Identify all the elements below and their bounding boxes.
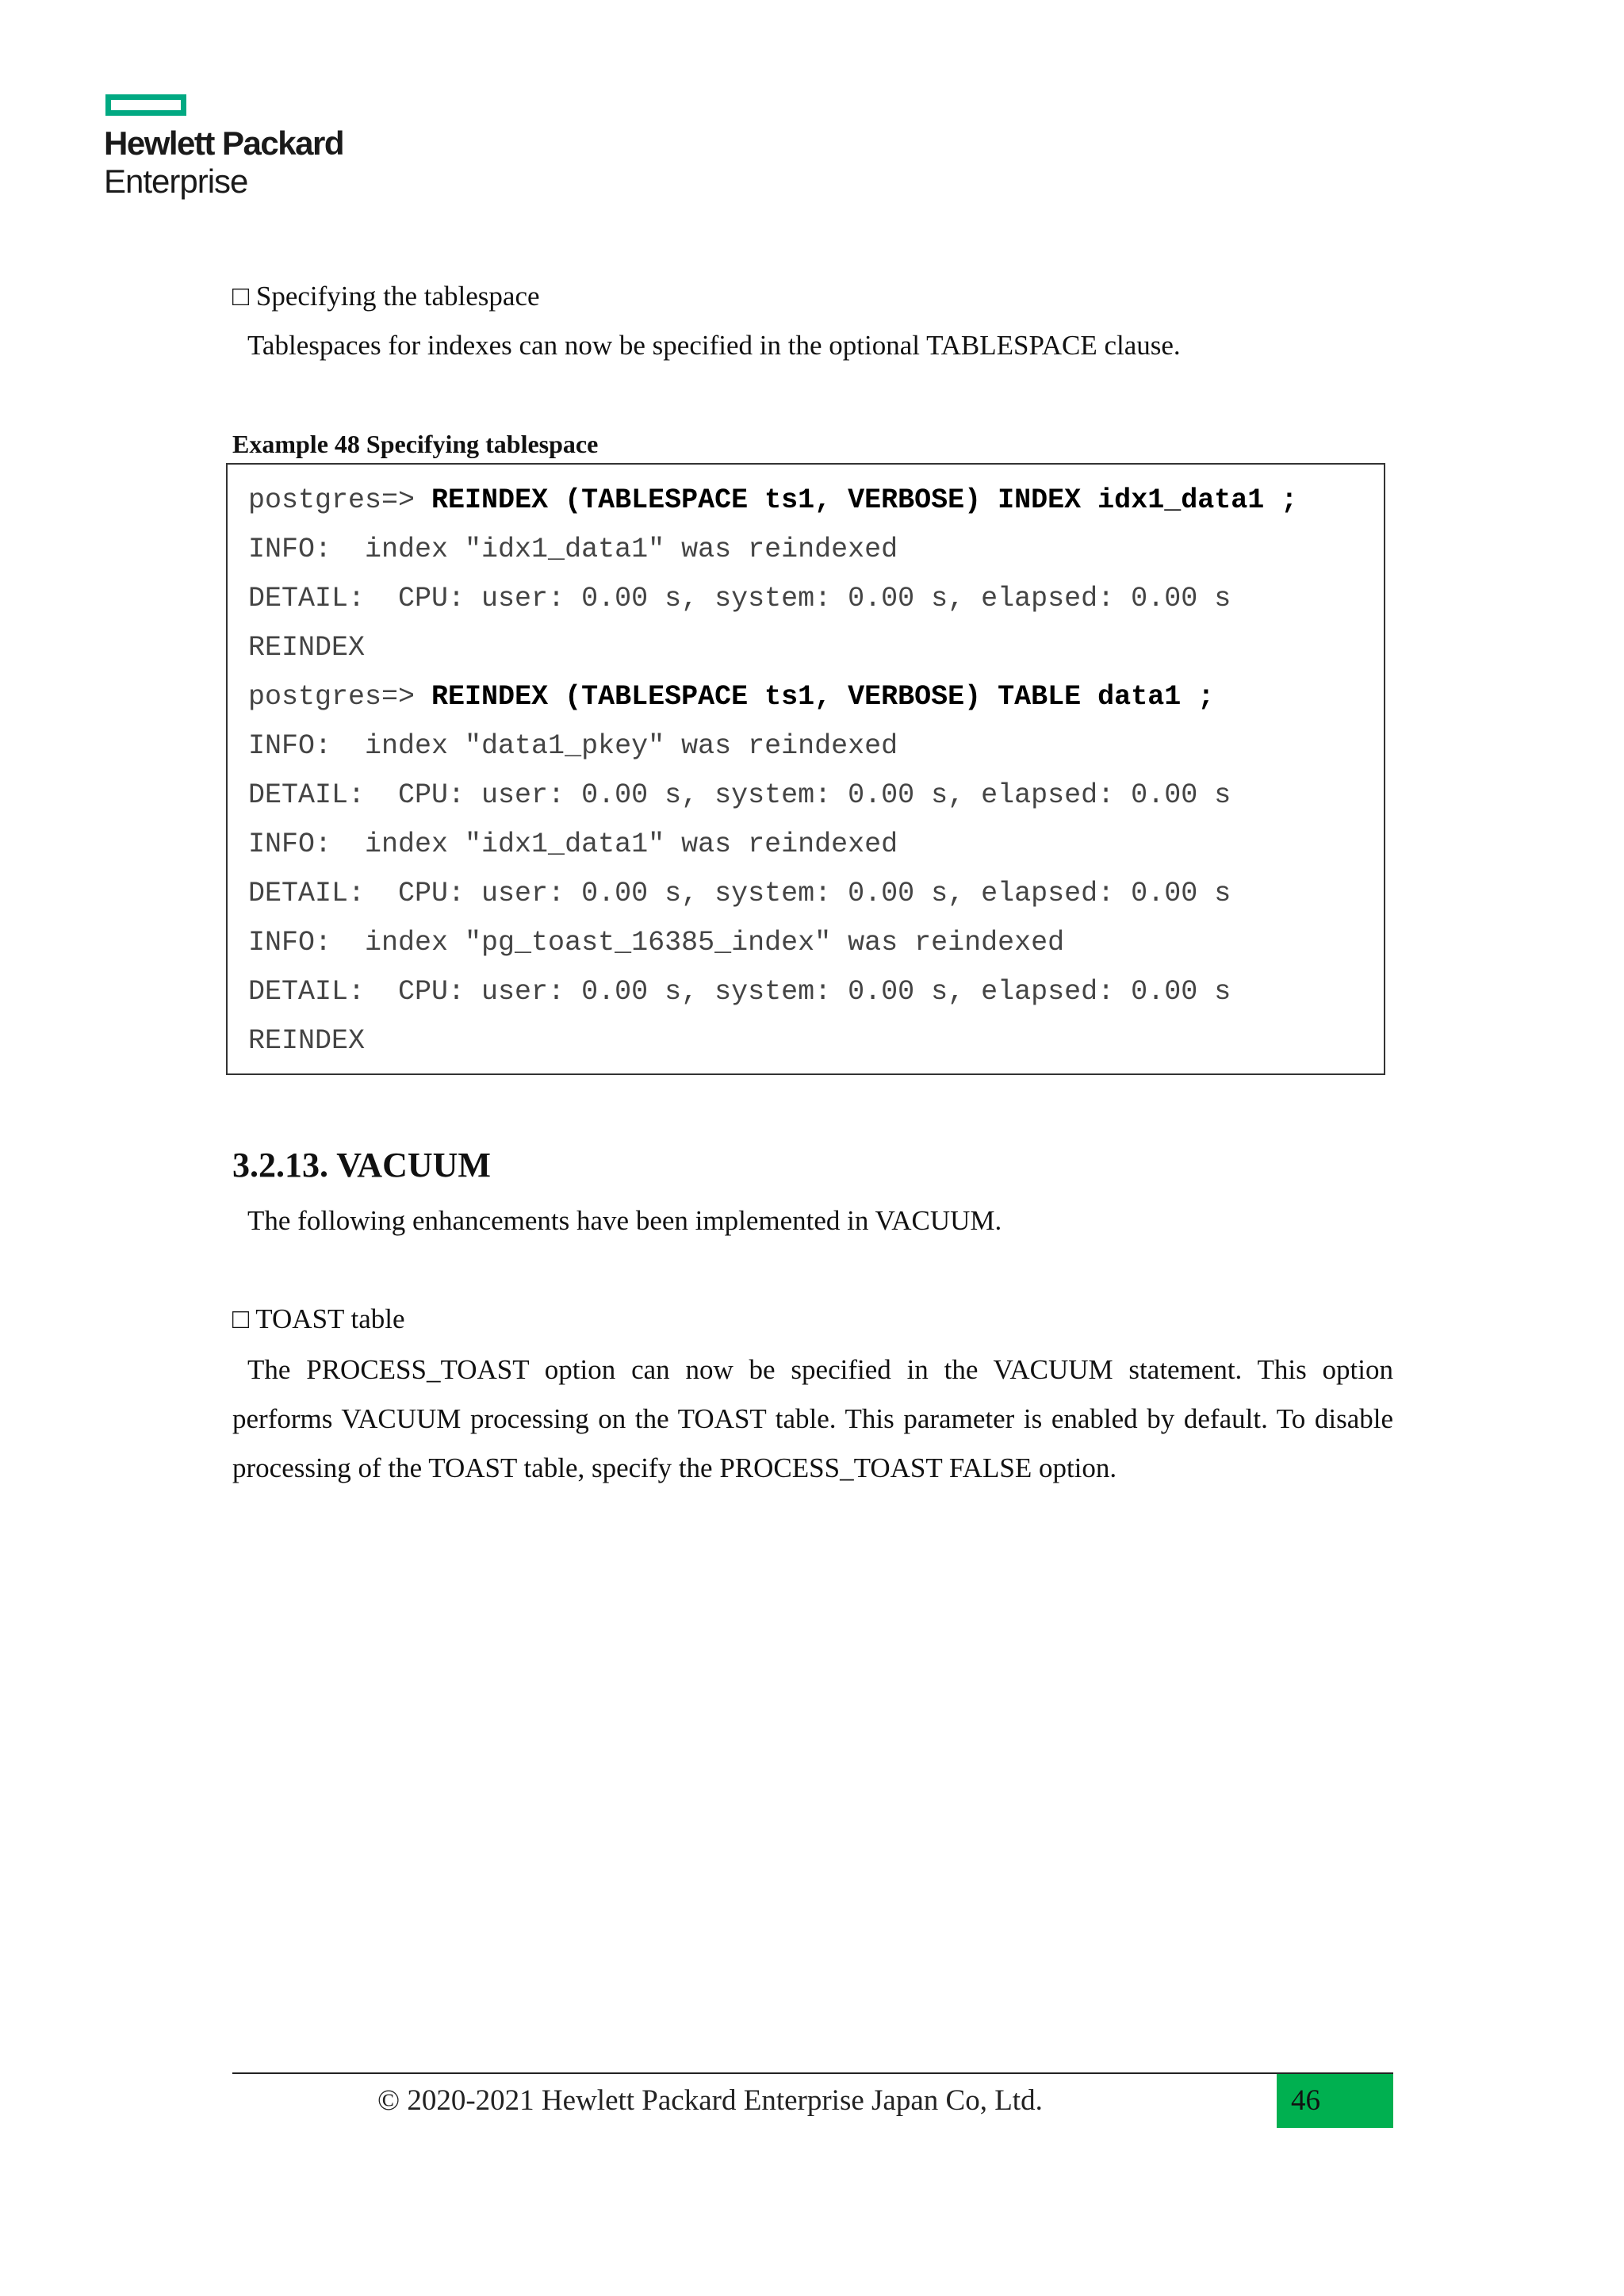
tablespace-description: Tablespaces for indexes can now be specified in the optional TABLESPACE clause. [247, 330, 1181, 361]
code-prefix: DETAIL: CPU: user: 0.00 s, system: 0.00 s, elapsed: 0.00 s [248, 779, 1231, 811]
bullet-square-icon: □ [232, 281, 250, 312]
footer-copyright: © 2020-2021 Hewlett Packard Enterprise Japan Co, Ltd. [377, 2084, 1043, 2117]
code-example-box [226, 463, 1385, 1075]
code-prefix: INFO: index "idx1_data1" was reindexed [248, 534, 898, 565]
bullet-square-icon: □ [232, 1303, 250, 1334]
code-prefix: REINDEX [248, 1025, 366, 1057]
code-prefix: INFO: index "data1_pkey" was reindexed [248, 730, 898, 762]
code-line [248, 967, 1297, 1016]
code-line [248, 918, 1297, 967]
code-line [248, 721, 1297, 771]
code-command: REINDEX (TABLESPACE ts1, VERBOSE) TABLE data1 ; [431, 681, 1215, 713]
code-line [248, 525, 1297, 574]
code-prefix: DETAIL: CPU: user: 0.00 s, system: 0.00 s, elapsed: 0.00 s [248, 976, 1231, 1008]
code-line [248, 1016, 1297, 1066]
page-number-badge [1277, 2074, 1393, 2128]
logo-text-line1: Hewlett Packard [104, 124, 343, 162]
code-command: REINDEX (TABLESPACE ts1, VERBOSE) INDEX idx1_data1 ; [431, 484, 1298, 516]
code-line [248, 771, 1297, 820]
code-prefix: postgres=> [248, 484, 432, 516]
code-prefix: INFO: index "pg_toast_16385_index" was reindexed [248, 927, 1065, 959]
code-line [248, 672, 1297, 721]
code-prefix: REINDEX [248, 632, 366, 664]
code-prefix: INFO: index "idx1_data1" was reindexed [248, 828, 898, 860]
code-line [248, 820, 1297, 869]
section-heading-vacuum: 3.2.13. VACUUM [232, 1146, 491, 1184]
footer-divider [232, 2072, 1393, 2074]
vacuum-intro: The following enhancements have been implemented in VACUUM. [247, 1205, 1002, 1236]
toast-subtitle [232, 1305, 405, 1333]
code-line [248, 869, 1297, 918]
tablespace-subtitle [232, 282, 540, 310]
code-prefix: postgres=> [248, 681, 432, 713]
tablespace-subtitle-text: Specifying the tablespace [255, 281, 540, 312]
example-caption: Example 48 Specifying tablespace [232, 430, 599, 458]
code-lines [248, 476, 1297, 1066]
page-number: 46 [1291, 2084, 1320, 2117]
hpe-logo-bar [105, 94, 186, 116]
toast-paragraph: The PROCESS_TOAST option can now be specified in the VACUUM statement. This option performs VACUUM processing on the TOAST table. This parameter is enabled by default. To disable processing of the TOAST table, specify the PROCESS_TOAST FALSE option. [232, 1354, 1393, 1483]
code-line [248, 476, 1297, 525]
code-prefix: DETAIL: CPU: user: 0.00 s, system: 0.00 s, elapsed: 0.00 s [248, 583, 1231, 614]
code-prefix: DETAIL: CPU: user: 0.00 s, system: 0.00 s, elapsed: 0.00 s [248, 878, 1231, 909]
code-line [248, 623, 1297, 672]
logo-text-line2: Enterprise [104, 163, 248, 200]
code-line [248, 574, 1297, 623]
toast-subtitle-text: TOAST table [255, 1303, 405, 1334]
